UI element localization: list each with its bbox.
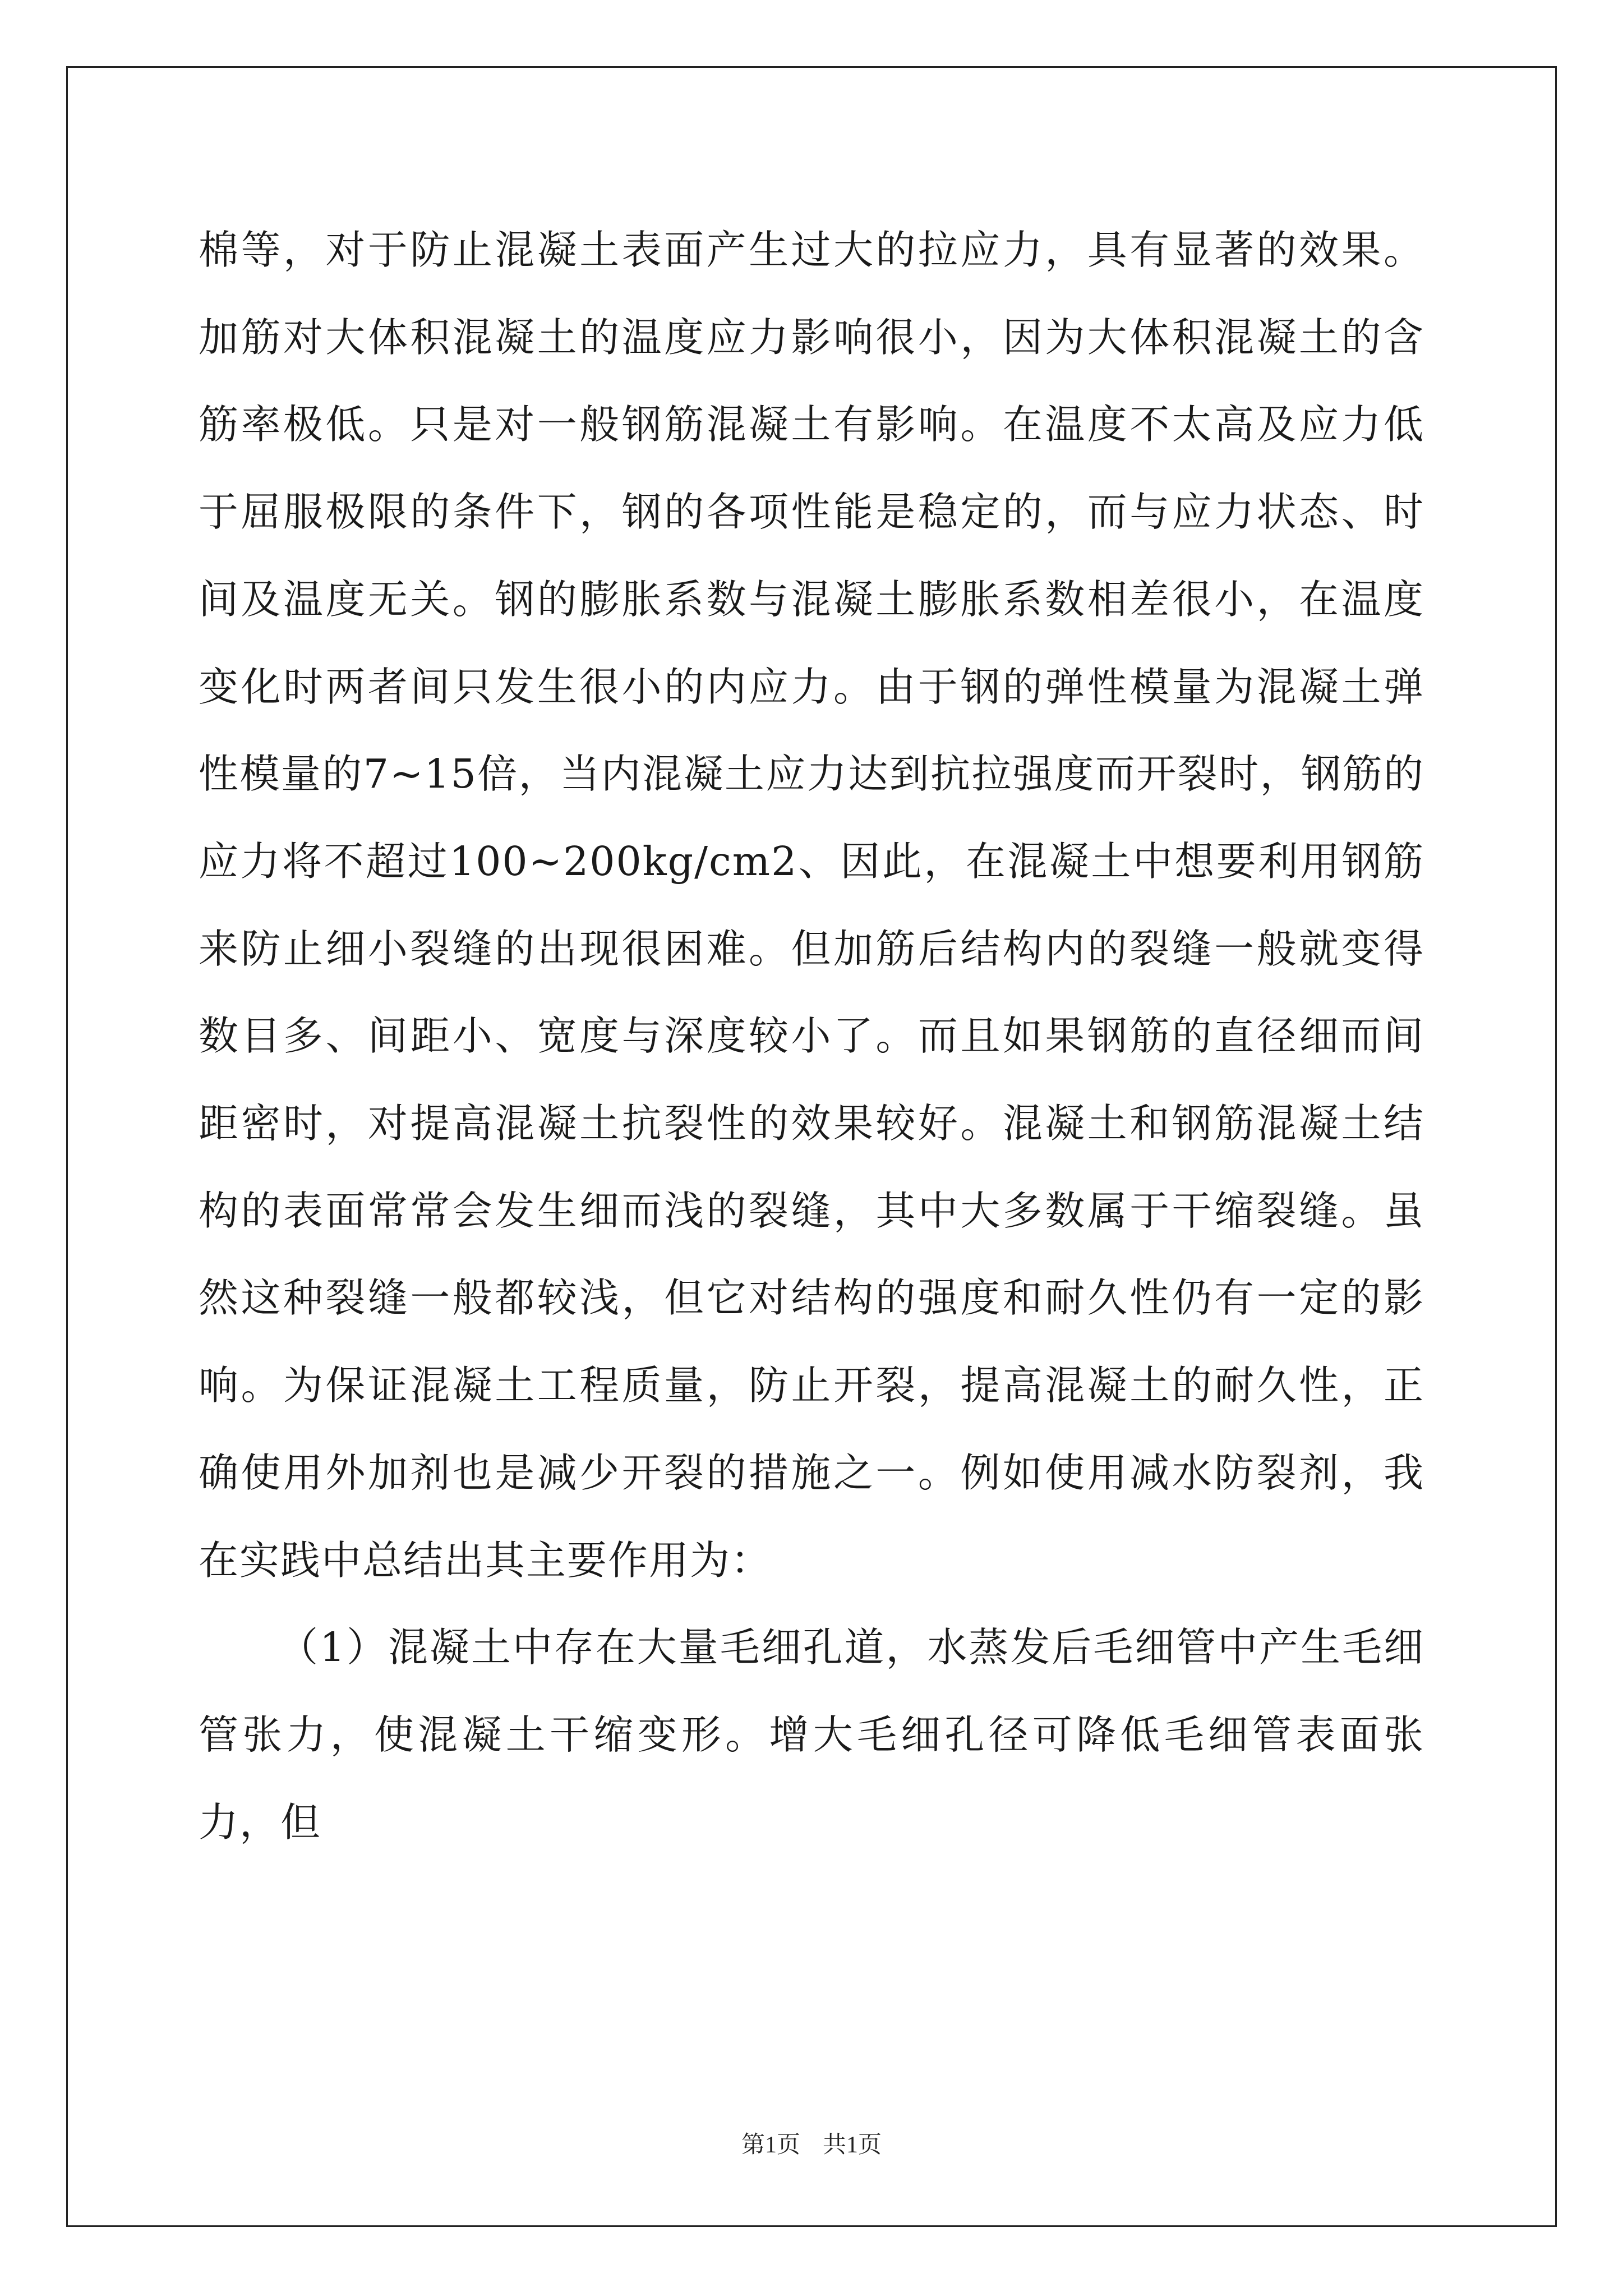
- paragraph-2: （1）混凝土中存在大量毛细孔道，水蒸发后毛细管中产生毛细管张力，使混凝土干缩变形。增大毛细孔径可降低毛细管表面张力，但: [199, 1624, 1424, 1846]
- paragraph-1: 棉等，对于防止混凝土表面产生过大的拉应力，具有显著的效果。加筋对大体积混凝土的温度应力影响很小，因为大体积混凝土的含筋率极低。只是对一般钢筋混凝土有影响。在温度不太高及应力低于屈服极限的条件下，钢的各项性能是稳定的，而与应力状态、时间及温度无关。钢的膨胀系数与混凝土膨胀系数相差很小，在温度变化时两者间只发生很小的内应力。由于钢的弹性模量为混凝土弹性模量的7~15倍，当内混凝土应力达到抗拉强度而开裂时，钢筋的应力将不超过100~200kg/cm2、因此，在混凝土中想要利用钢筋来防止细小裂缝的出现很困难。但加筋后结构内的裂缝一般就变得数目多、间距小、宽度与深度较小了。而且如果钢筋的直径细而间距密时，对提高混凝土抗裂性的效果较好。混凝土和钢筋混凝土结构的表面常常会发生细而浅的裂缝，其中大多数属于干缩裂缝。虽然这种裂缝一般都较浅，但它对结构的强度和耐久性仍有一定的影响。为保证混凝土工程质量，防止开裂，提高混凝土的耐久性，正确使用外加剂也是减少开裂的措施之一。例如使用减水防裂剂，我在实践中总结出其主要作用为：: [199, 227, 1424, 1584]
- page-footer: [0, 2126, 1623, 2160]
- page-total: 共1页: [823, 2132, 882, 2158]
- document-body: [199, 206, 1424, 1866]
- page-number: 第1页: [741, 2132, 800, 2158]
